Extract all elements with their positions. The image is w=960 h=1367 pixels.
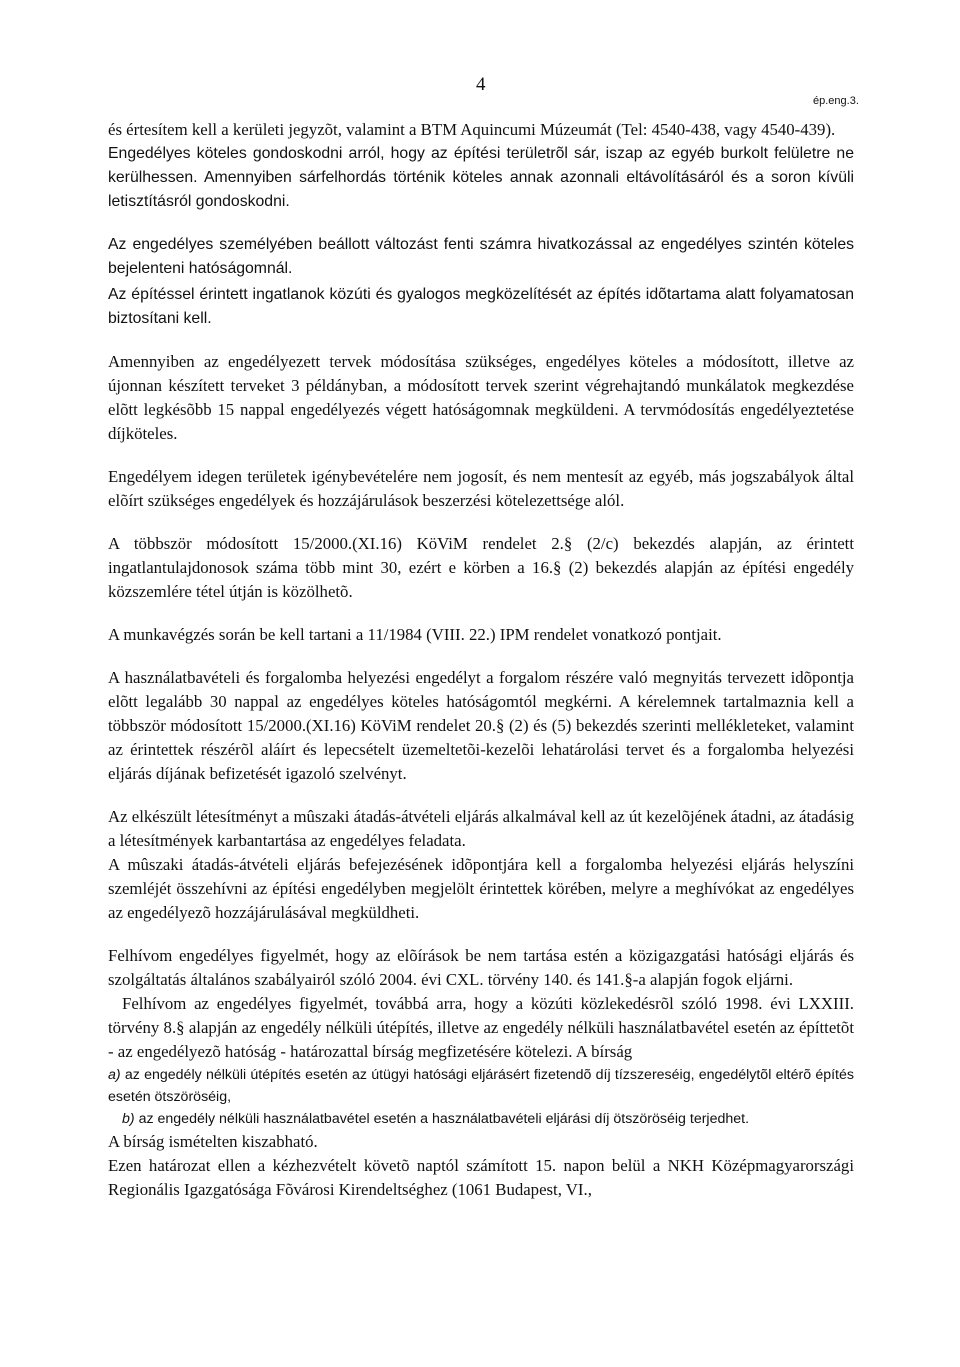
list-item-b — [108, 1108, 854, 1130]
list-item-text: az engedély nélküli használatbavétel esetén a használatbavételi eljárási díj ötszöröséig terjedhet. — [138, 1111, 750, 1127]
paragraph-repeat-fine: A bírság ismételten kiszabható. — [108, 1132, 318, 1151]
list-item-a — [108, 1064, 854, 1108]
list-item-letter: a) — [108, 1067, 121, 1083]
paragraph-land-use: Engedélyem idegen területek igénybevételére nem jogosít, és nem mentesít az egyéb, más jogszabályok által elõírt szükséges engedélyek és hozzájárulások beszerzési kötelezettsége alól. — [108, 467, 854, 510]
paragraph-appeal: Ezen határozat ellen a kézhezvételt követõ naptól számított 15. napon belül a NKH Középmagyarországi Regionális Igazgatósága Fõvárosi Kirendeltséghez (1061 Budapest, VI., — [108, 1156, 854, 1199]
paragraph-plan-modification: Amennyiben az engedélyezett tervek módosítása szükséges, engedélyes köteles a módosított, illetve az újonnan készített terveket 3 példányban, a módosított tervek szerint végrehajtandó munkálatok megkezdése elõtt legkésõbb 15 nappal engedélyezés végett hatóságomnak megküldeni. A tervmódosítás engedélyeztetése díjköteles. — [108, 352, 854, 443]
paragraph-mud-cleaning: Engedélyes köteles gondoskodni arról, hogy az építési területrõl sár, iszap az egyéb burkolt felületre ne kerülhessen. Amennyiben sárfelhordás történik köteles annak azonnali eltávolításáról és a soron kívüli letisztításról gondoskodni. — [108, 145, 854, 210]
list-item-text: az engedély nélküli útépítés esetén az útügyi hatósági eljárásért fizetendõ díj tízszereséig, engedélytõl eltérõ építés esetén ötszöröséig, — [108, 1067, 854, 1105]
paragraph-sanctions: Felhívom engedélyes figyelmét, hogy az elõírások be nem tartása estén a közigazgatási hatósági eljárás és szolgáltatás általános szabályairól szóló 2004. évi CXL. törvény 140. és 141.§-a alapján fogok eljárni. — [108, 946, 854, 989]
paragraph-fine: Felhívom az engedélyes figyelmét, továbbá arra, hogy a közúti közlekedésrõl szóló 1998. évi LXXIII. törvény 8.§ alapján az engedély nélküli útépítés, illetve az engedély nélküli használatbavétel esetén az építtetõt - az engedélyezõ hatóság - határozattal bírság megfizetésére kötelezi. A bírság — [108, 994, 854, 1061]
document-reference: ép.eng.3. — [813, 95, 859, 107]
paragraph-work-rules: A munkavégzés során be kell tartani a 11/1984 (VIII. 22.) IPM rendelet vonatkozó pontjait. — [108, 625, 722, 644]
paragraph-notification: és értesítem kell a kerületi jegyzõt, valamint a BTM Aquincumi Múzeumát (Tel: 4540-438, vagy 4540-439). — [108, 120, 836, 139]
page-number: 4 — [476, 74, 486, 95]
document-body — [108, 118, 854, 1202]
paragraph-occupancy-permit: A használatbavételi és forgalomba helyezési engedélyt a forgalom részére való megnyitás tervezett idõpontja elõtt legalább 30 nappal az engedélyes köteles hatóságomtól megkérni. A kérelemnek tartalmaznia kell a többször módosított 15/2000.(XI.16) KöViM rendelet 20.§ (2) és (5) bekezdés szerinti mellékleteket, valamint az érintettek részérõl aláírt és lepecsételt üzemeltetõi-kezelõi lehatárolási tervet és a forgalomba helyezési eljárás díjának befizetését igazoló szelvényt. — [108, 668, 854, 783]
paragraph-decree-reference: A többször módosított 15/2000.(XI.16) KöViM rendelet 2.§ (2/c) bekezdés alapján, az érintett ingatlantulajdonosok száma több mint 30, ezért e körben a 16.§ (2) bekezdés alapján az építési engedély közszemlére tétel útján is közölhetõ. — [108, 534, 854, 601]
paragraph-handover: Az elkészült létesítményt a mûszaki átadás-átvételi eljárás alkalmával kell az út kezelõjének átadni, az átadásig a létesítmények karbantartása az engedélyes feladata. — [108, 807, 854, 850]
list-item-letter: b) — [122, 1111, 135, 1127]
paragraph-change-report: Az engedélyes személyében beállott változást fenti számra hivatkozással az engedélyes szintén köteles bejelenteni hatóságomnál. — [108, 236, 854, 277]
paragraph-site-inspection: A mûszaki átadás-átvételi eljárás befejezésének idõpontjára kell a forgalomba helyezési eljárás helyszíni szemléjét összehívni az építési engedélyben megjelölt érintettek körében, melyre a meghívókat az engedélyes az engedélyezõ hozzájárulásával megküldheti. — [108, 855, 854, 922]
paragraph-access: Az építéssel érintett ingatlanok közúti és gyalogos megközelítését az építés idõtartama alatt folyamatosan biztosítani kell. — [108, 286, 854, 327]
